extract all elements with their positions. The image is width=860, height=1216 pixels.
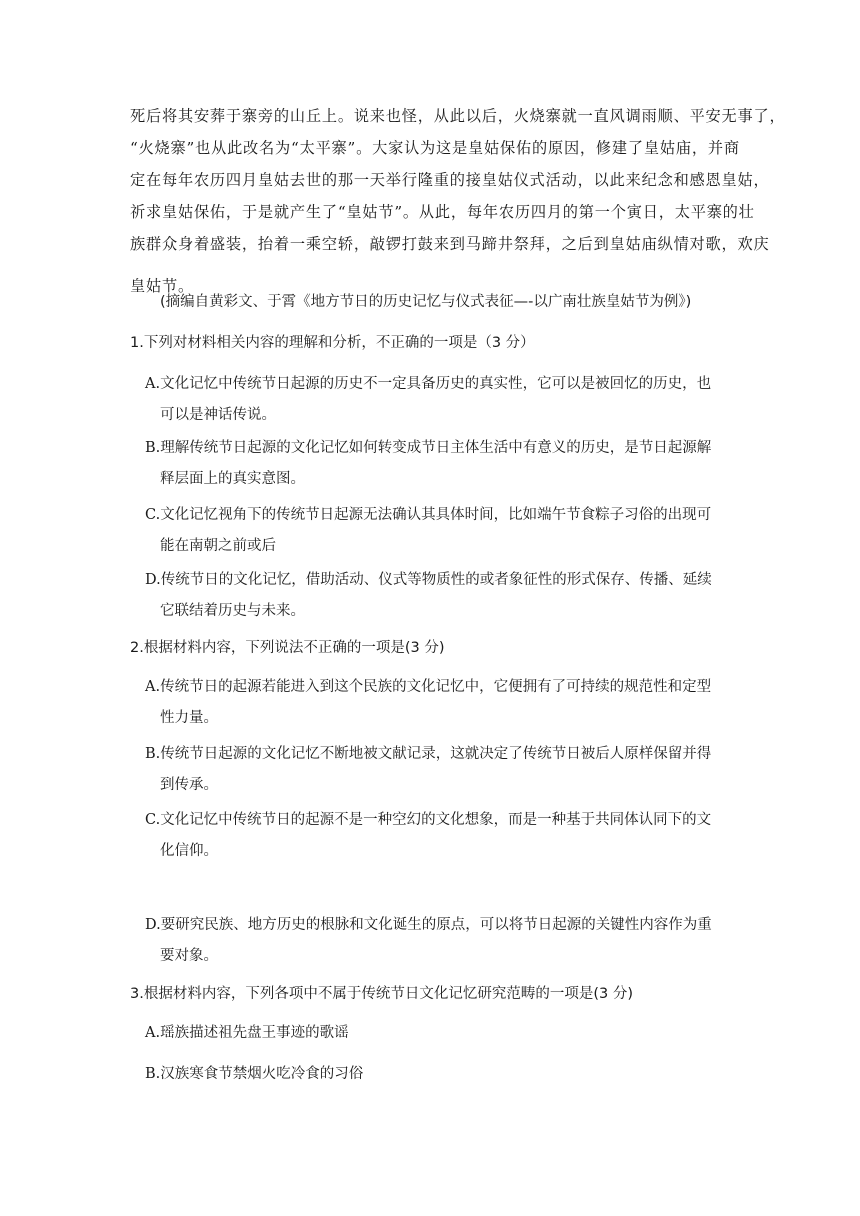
option-text-line1: 传统节日起源的文化记忆不断地被文献记录，这就决定了传统节日被后人原样保留并得 xyxy=(160,746,712,762)
source-citation: (摘编自黄彩文、于霄《地方节日的历史记忆与仪式表征—-以广南壮族皇姑节为例》) xyxy=(160,294,692,310)
question-3-option-b xyxy=(145,1059,735,1090)
question-1-option-b xyxy=(145,433,735,495)
option-text-line2: 化信仰。 xyxy=(160,843,218,859)
passage-last-line: 皇姑节。 xyxy=(130,277,194,295)
option-label: A. xyxy=(145,376,161,392)
option-text-line1: 文化记忆中传统节日起源的历史不一定具备历史的真实性，它可以是被回忆的历史，也 xyxy=(160,376,712,392)
option-label: D. xyxy=(145,917,161,933)
passage-line: 祈求皇姑保佑，于是就产生了“皇姑节”。从此，每年农历四月的第一个寅日，太平寨的壮 xyxy=(130,203,755,221)
question-2-option-b xyxy=(145,739,735,801)
option-label: B. xyxy=(145,1066,161,1082)
passage-line: 死后将其安葬于寨旁的山丘上。说来也怪，从此以后，火烧寨就一直风调雨顺、平安无事了， xyxy=(130,107,786,125)
question-3-stem: 3.根据材料内容，下列各项中不属于传统节日文化记忆研究范畴的一项是(3 分) xyxy=(130,986,633,1002)
option-text-line2: 能在南朝之前或后 xyxy=(160,538,276,554)
question-1-stem: 1.下列对材料相关内容的理解和分析，不正确的一项是（3 分） xyxy=(130,335,535,351)
option-text-line1: 文化记忆中传统节日的起源不是一种空幻的文化想象，而是一种基于共同体认同下的文 xyxy=(160,812,712,828)
option-text-line2: 它联结着历史与未来。 xyxy=(160,603,305,619)
option-text-line2: 可以是神话传说。 xyxy=(160,407,276,423)
passage-line: “火烧寨”也从此改名为“太平寨”。大家认为这是皇姑保佑的原因，修建了皇姑庙，并商 xyxy=(130,139,740,157)
option-text-line2: 释层面上的真实意图。 xyxy=(160,471,305,487)
option-text-line2: 性力量。 xyxy=(160,710,218,726)
question-1-option-c xyxy=(145,500,735,562)
question-2-option-d xyxy=(145,910,735,972)
question-1-option-a xyxy=(145,369,735,431)
question-3-option-a xyxy=(145,1018,735,1049)
option-label: C. xyxy=(145,507,161,523)
passage-line: 族群众身着盛装，抬着一乘空轿，敲锣打鼓来到马蹄井祭拜，之后到皇姑庙纵情对歌，欢庆 xyxy=(130,235,770,253)
option-label: C. xyxy=(145,812,161,828)
option-label: B. xyxy=(145,746,161,762)
option-text-line1: 理解传统节日起源的文化记忆如何转变成节日主体生活中有意义的历史，是节日起源解 xyxy=(160,440,712,456)
option-text-line1: 汉族寒食节禁烟火吃冷食的习俗 xyxy=(160,1066,364,1082)
option-label: A. xyxy=(145,1025,161,1041)
option-text-line1: 传统节日的起源若能进入到这个民族的文化记忆中，它便拥有了可持续的规范性和定型 xyxy=(160,679,712,695)
option-text-line1: 瑶族描述祖先盘王事迹的歌谣 xyxy=(160,1025,349,1041)
option-label: A. xyxy=(145,679,161,695)
option-text-line1: 要研究民族、地方历史的根脉和文化诞生的原点，可以将节日起源的关键性内容作为重 xyxy=(160,917,712,933)
option-text-line1: 传统节日的文化记忆，借助活动、仪式等物质性的或者象征性的形式保存、传播、延续 xyxy=(160,572,712,588)
question-1-option-d xyxy=(145,565,735,627)
passage-line: 定在每年农历四月皇姑去世的那一天举行隆重的接皇姑仪式活动，以此来纪念和感恩皇姑， xyxy=(130,171,770,189)
option-label: B. xyxy=(145,440,161,456)
question-2-option-a xyxy=(145,672,735,734)
option-text-line2: 要对象。 xyxy=(160,948,218,964)
option-text-line1: 文化记忆视角下的传统节日起源无法确认其具体时间，比如端午节食粽子习俗的出现可 xyxy=(160,507,712,523)
question-2-option-c xyxy=(145,805,735,867)
question-2-stem: 2.根据材料内容，下列说法不正确的一项是(3 分) xyxy=(130,640,445,656)
option-text-line2: 到传承。 xyxy=(160,777,218,793)
passage-text xyxy=(130,100,786,302)
option-label: D. xyxy=(145,572,161,588)
